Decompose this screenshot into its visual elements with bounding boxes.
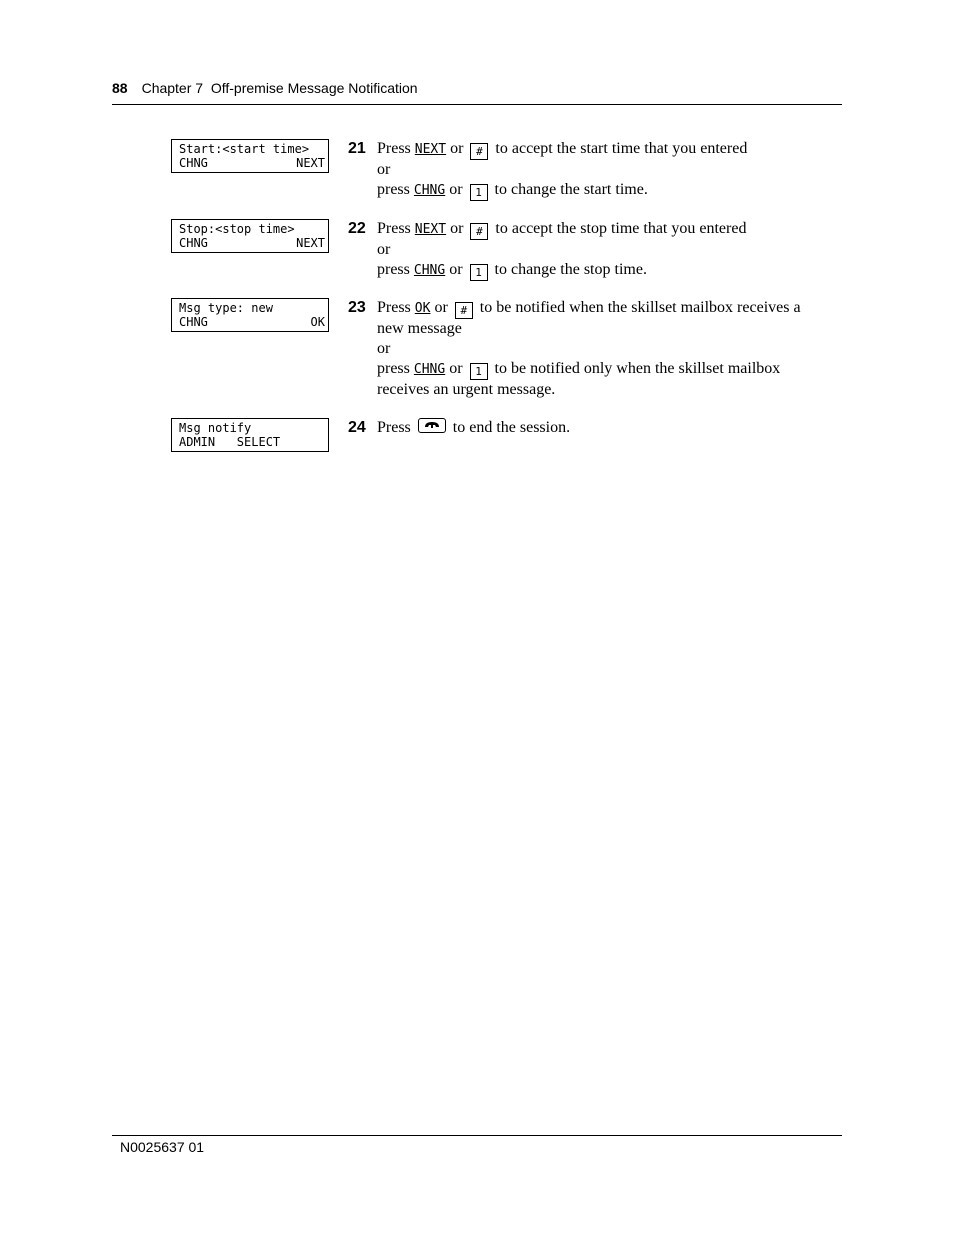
softkey-chng: CHNG [413, 183, 446, 198]
footer-rule [112, 1135, 842, 1136]
chapter-title: Chapter 7 Off-premise Message Notification [141, 80, 418, 96]
step-number: 22 [348, 220, 366, 237]
softkey-chng-label: CHNG [179, 156, 208, 170]
step-24: 24 Press to end the session. [348, 419, 571, 436]
doc-number: N0025637 01 [120, 1139, 205, 1155]
step-21: 21 Press NEXT or # to accept the start time that you entered or press CHNG or 1 to change the start time. [348, 140, 748, 199]
softkey-next: NEXT [414, 142, 447, 157]
step-22: 22 Press NEXT or # to accept the stop time that you entered or press CHNG or 1 to change the stop time. [348, 220, 747, 279]
softkey-chng: CHNG [413, 263, 446, 278]
page-number: 88 [112, 80, 128, 96]
pound-key-icon: # [455, 302, 473, 319]
display-start-time [171, 139, 329, 173]
display-line1: Stop:<stop time> [179, 222, 295, 236]
softkey-chng: CHNG [413, 362, 446, 377]
release-key-icon [418, 418, 446, 433]
display-line1: Msg type: new [179, 301, 273, 315]
header-rule [112, 104, 842, 105]
display-line1: Msg notify [179, 421, 252, 435]
pound-key-icon: # [470, 143, 488, 160]
softkey-next-label: NEXT [296, 236, 325, 250]
softkey-ok-label: OK [310, 315, 325, 329]
softkey-admin-select-label: ADMIN SELECT [179, 435, 281, 449]
softkey-next: NEXT [414, 222, 447, 237]
one-key-icon: 1 [470, 363, 488, 380]
softkey-chng-label: CHNG [179, 236, 208, 250]
softkey-next-label: NEXT [296, 156, 325, 170]
softkey-chng-label: CHNG [179, 315, 208, 329]
step-number: 24 [348, 419, 366, 436]
step-number: 21 [348, 140, 366, 157]
one-key-icon: 1 [470, 264, 488, 281]
display-line1: Start:<start time> [179, 142, 310, 156]
step-23: 23 Press OK or # to be notified when the skillset mailbox receives a new message or press CHNG or 1 to be notified only when the skillset mailbox receives an urgent message. [348, 299, 801, 398]
page-header [112, 80, 842, 98]
display-msg-type [171, 298, 329, 332]
one-key-icon: 1 [470, 184, 488, 201]
display-msg-notify [171, 418, 329, 452]
step-number: 23 [348, 299, 366, 316]
display-stop-time [171, 219, 329, 253]
pound-key-icon: # [470, 223, 488, 240]
softkey-ok: OK [414, 301, 431, 316]
